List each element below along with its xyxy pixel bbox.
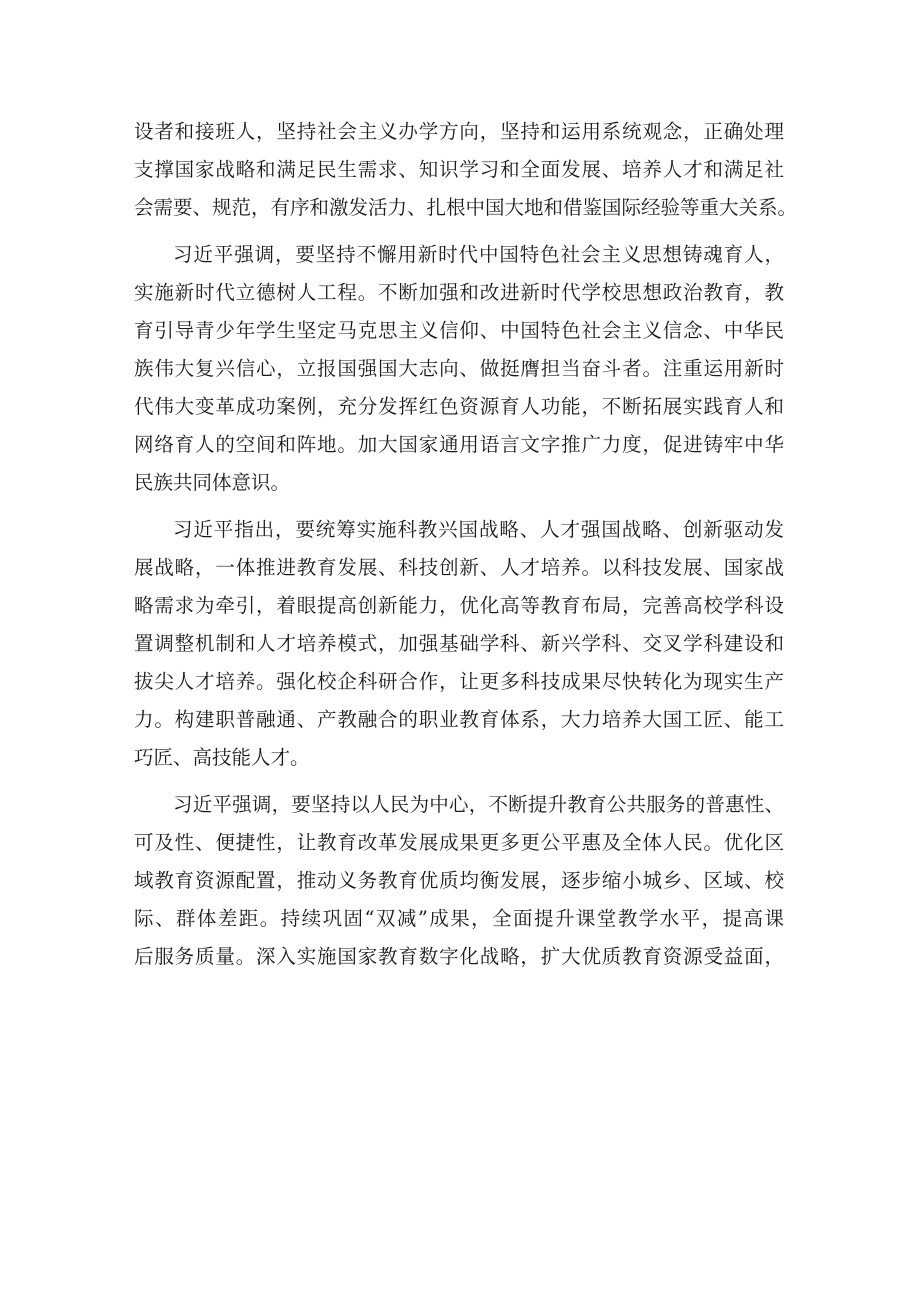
paragraph-line: 力。构建职普融通、产教融合的职业教育体系，大力培养大国工匠、能工 — [134, 707, 784, 731]
paragraph-line: 际、群体差距。持续巩固“双减”成果，全面提升课堂教学水平，提高课 — [134, 906, 784, 930]
paragraph-line: 习近平指出，要统筹实施科教兴国战略、人才强国战略、创新驱动发 — [173, 518, 784, 542]
paragraph-line: 实施新时代立德树人工程。不断加强和改进新时代学校思想政治教育，教 — [134, 281, 784, 305]
paragraph — [134, 236, 784, 501]
paragraph-line: 族伟大复兴信心，立报国强国大志向、做挺膺担当奋斗者。注重运用新时 — [134, 357, 784, 381]
paragraph-line: 习近平强调，要坚持不懈用新时代中国特色社会主义思想铸魂育人， — [173, 243, 784, 267]
paragraph-line: 略需求为牵引，着眼提高创新能力，优化高等教育布局，完善高校学科设 — [134, 594, 784, 618]
document-body — [134, 113, 798, 976]
paragraph-line: 域教育资源配置，推动义务教育优质均衡发展，逐步缩小城乡、区域、校 — [134, 869, 784, 892]
paragraph-line: 巧匠、高技能人才。 — [134, 745, 310, 769]
paragraph-line: 后服务质量。深入实施国家教育数字化战略，扩大优质教育资源受益面， — [134, 944, 784, 968]
paragraph — [134, 786, 784, 976]
paragraph-line: 网络育人的空间和阵地。加大国家通用语言文字推广力度，促进铸牢中华 — [134, 432, 784, 456]
paragraph-line: 民族共同体意识。 — [134, 470, 291, 494]
paragraph — [134, 113, 798, 227]
paragraph-line: 习近平强调，要坚持以人民为中心，不断提升教育公共服务的普惠性、 — [173, 793, 784, 817]
paragraph-line: 可及性、便捷性，让教育改革发展成果更多更公平惠及全体人民。优化区 — [134, 831, 784, 855]
paragraph-line: 置调整机制和人才培养模式，加强基础学科、新兴学科、交叉学科建设和 — [134, 631, 784, 655]
paragraph-line: 设者和接班人，坚持社会主义办学方向，坚持和运用系统观念，正确处理 — [134, 120, 784, 143]
paragraph — [134, 511, 784, 776]
paragraph-line: 展战略，一体推进教育发展、科技创新、人才培养。以科技发展、国家战 — [134, 556, 784, 580]
paragraph-line: 会需要、规范，有序和激发活力、扎根中国大地和借鉴国际经验等重大关系。 — [134, 195, 798, 219]
paragraph-line: 代伟大变革成功案例，充分发挥红色资源育人功能，不断拓展实践育人和 — [134, 394, 784, 418]
paragraph-line: 支撑国家战略和满足民生需求、知识学习和全面发展、培养人才和满足社 — [134, 157, 784, 181]
paragraph-line: 拔尖人才培养。强化校企科研合作，让更多科技成果尽快转化为现实生产 — [134, 669, 784, 693]
paragraph-line: 育引导青少年学生坚定马克思主义信仰、中国特色社会主义信念、中华民 — [134, 319, 784, 343]
